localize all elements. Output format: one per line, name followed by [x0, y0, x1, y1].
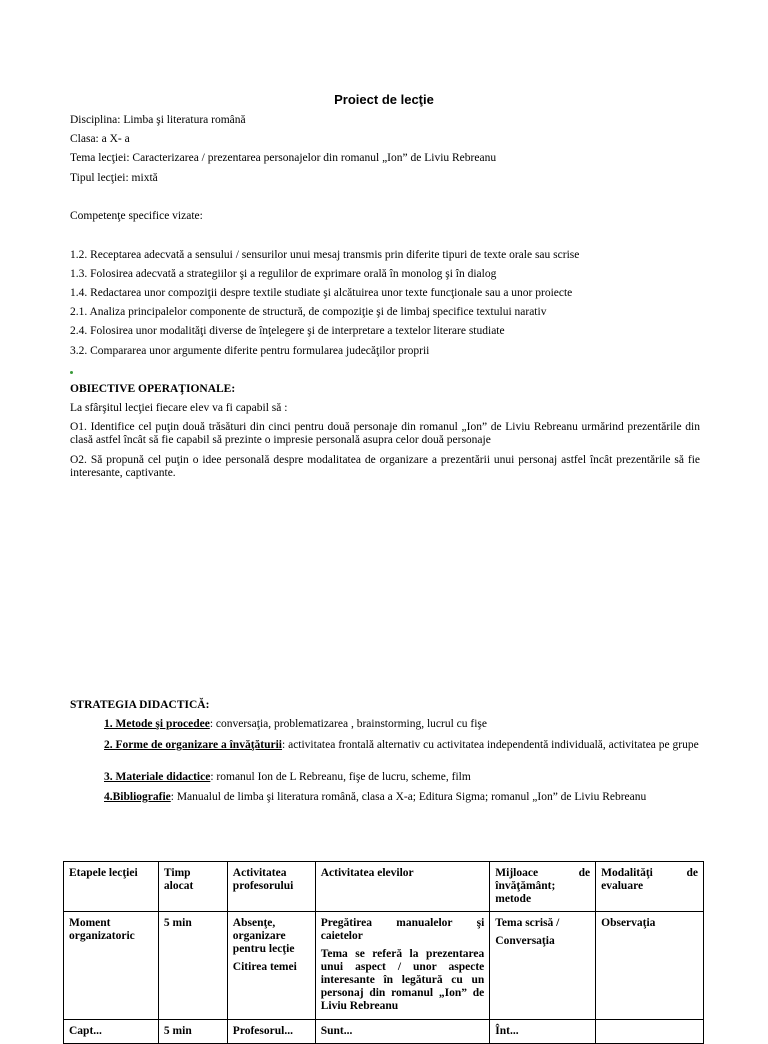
mijloace-text-2: Conversaţia	[495, 935, 555, 947]
strategia-heading: STRATEGIA DIDACTICĂ:	[70, 699, 210, 711]
cell-evaluare: Observaţia	[596, 912, 704, 1020]
page-title: Proiect de lecţie	[334, 92, 434, 107]
objective-o2: O2. Să propună cel puţin o idee personală despre modalitatea de organizare a prezentării unui personaj astfel încât prezentările să fie interesante, captivante.	[70, 454, 700, 479]
header-cell: Etapele lecţiei	[64, 862, 159, 912]
competenta-item: 1.3. Folosirea adecvată a strategiilor şi a regulilor de exprimare orală în monolog şi în dialog	[70, 268, 497, 280]
competenta-item: 1.4. Redactarea unor compoziţii despre textile studiate şi alcătuirea unor texte funcţionale sau a unor proiecte	[70, 287, 573, 299]
lesson-table	[63, 861, 704, 1044]
materiale-text: : romanul Ion de L Rebreanu, fişe de lucru, scheme, film	[210, 771, 471, 783]
table-row	[64, 1020, 704, 1044]
cell-evaluare	[596, 1020, 704, 1044]
cell-profesor: Profesorul...	[227, 1020, 315, 1044]
cell-mijloace	[490, 912, 596, 1020]
forme-label: 2. Forme de organizare a învăţăturii	[104, 739, 283, 751]
header-cell: Activitatea elevilor	[315, 862, 490, 912]
tema-line: Tema lecţiei: Caracterizarea / prezentarea personajelor din romanul „Ion” de Liviu Rebreanu	[70, 152, 497, 164]
header-cell: Timp alocat	[158, 862, 227, 912]
table-header-row	[64, 862, 704, 912]
cell-mijloace: Înt...	[490, 1020, 596, 1044]
cell-etapa: Capt...	[64, 1020, 159, 1044]
competenta-item: 2.1. Analiza principalelor componente de structură, de compoziţie şi de limbaj specifice textului narativ	[70, 306, 547, 318]
elevi-text-1: Pregătirea manualelor şi caietelor	[320, 917, 485, 942]
tipul-line: Tipul lecţiei: mixtă	[70, 172, 158, 184]
metode-label: 1. Metode şi procedee	[104, 718, 210, 730]
table-row	[64, 912, 704, 1020]
cell-elevi	[315, 912, 490, 1020]
disciplina-line: Disciplina: Limba şi literatura română	[70, 114, 246, 126]
bibliografie-text: : Manualul de limba şi literatura română, clasa a X-a; Editura Sigma; romanul „Ion” de Liviu Rebreanu	[170, 791, 647, 803]
forme-text: : activitatea frontală alternativ cu activitatea independentă individuală, activitatea pe grupe	[282, 739, 699, 751]
competenta-item: 2.4. Folosirea unor modalităţi diverse de înţelegere şi de interpretare a textelor literare studiate	[70, 325, 505, 337]
profesor-text-1: Absenţe, organizare pentru lecţie	[232, 917, 295, 955]
obiective-heading: OBIECTIVE OPERAŢIONALE:	[70, 383, 236, 395]
competenta-item: 1.2. Receptarea adecvată a sensului / sensurilor unui mesaj transmis prin diferite tipuri de texte orale sau scrise	[70, 249, 580, 261]
metode-text: : conversaţia, problematizarea , brainstorming, lucrul cu fişe	[209, 718, 488, 730]
strategia-forme	[70, 739, 700, 752]
strategia-materiale	[104, 771, 471, 784]
materiale-label: 3. Materiale didactice	[104, 771, 211, 783]
cell-profesor	[227, 912, 315, 1020]
elevi-text-2: Tema se referă la prezentarea unui aspect / unor aspecte interesante în legătură cu un personaj din romanul „Ion” de Liviu Rebreanu	[320, 948, 485, 1012]
marker-dot	[70, 371, 73, 374]
header-cell: Activitatea profesorului	[227, 862, 315, 912]
profesor-text-2: Citirea temei	[232, 961, 297, 973]
cell-timp: 5 min	[158, 912, 227, 1020]
bibliografie-label: 4.Bibliografie	[104, 791, 171, 803]
competente-heading: Competenţe specifice vizate:	[70, 210, 203, 222]
strategia-bibliografie	[104, 791, 646, 804]
header-cell: Modalităţi de evaluare	[596, 862, 704, 912]
header-cell: Mijloace de învăţământ; metode	[490, 862, 596, 912]
strategia-metode	[104, 718, 487, 731]
cell-timp: 5 min	[158, 1020, 227, 1044]
competenta-item: 3.2. Compararea unor argumente diferite pentru formularea judecăţilor proprii	[70, 345, 430, 357]
objective-o1: O1. Identifice cel puţin două trăsături din cinci pentru două personaje din romanul „Ion” de Liviu Rebreanu urmărind prezentările din clasă astfel încât să fie capabil să prezinte o impresie personală asupra celor două personaje	[70, 421, 700, 446]
obiective-intro: La sfârşitul lecţiei fiecare elev va fi capabil să :	[70, 402, 288, 414]
mijloace-text-1: Tema scrisă /	[495, 917, 560, 929]
cell-etapa: Moment organizatoric	[64, 912, 159, 1020]
clasa-line: Clasa: a X- a	[70, 133, 130, 145]
cell-elevi: Sunt...	[315, 1020, 490, 1044]
